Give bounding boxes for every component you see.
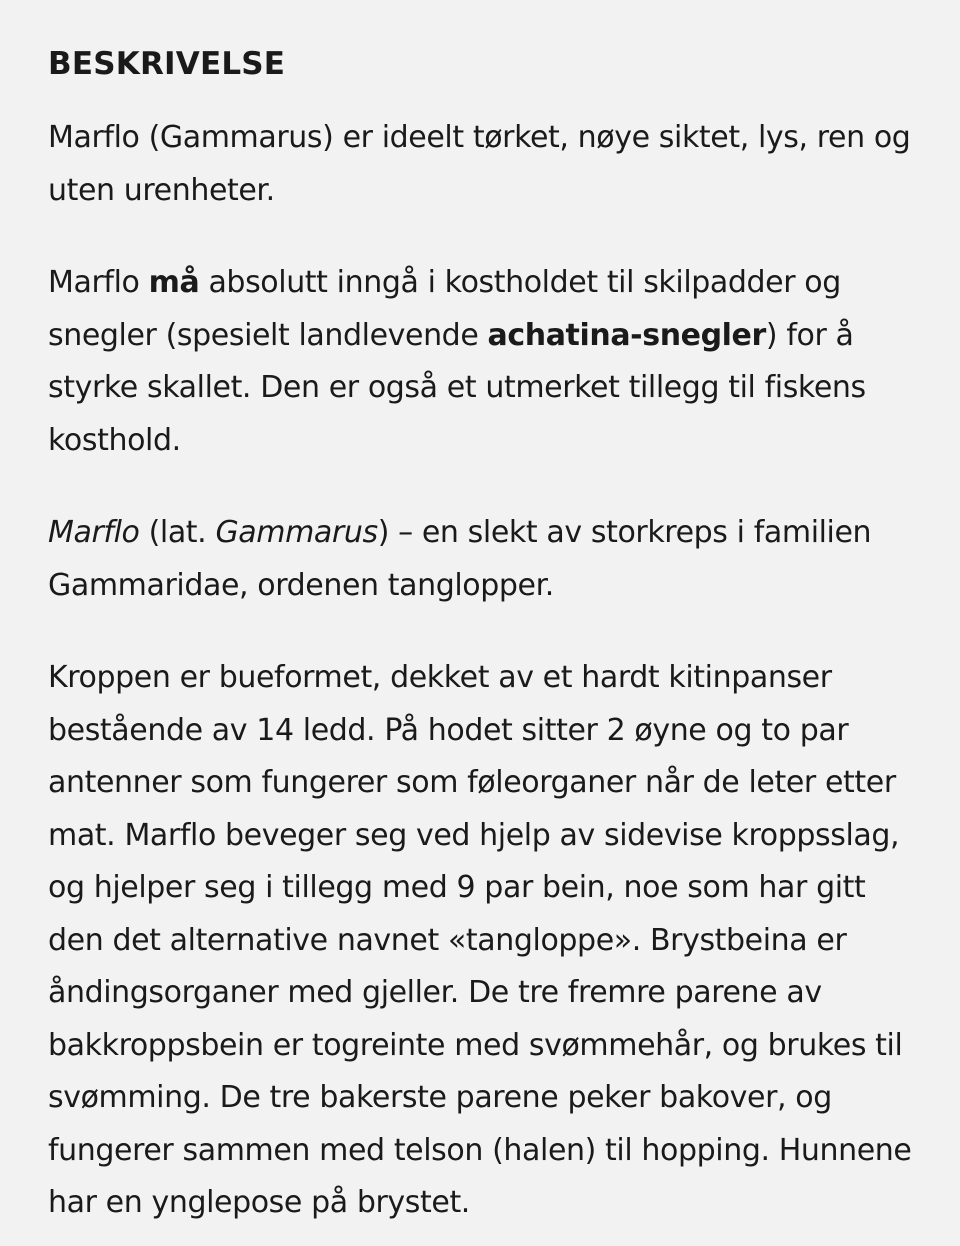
paragraph-anatomy-text: Kroppen er bueformet, dekket av et hardt kitinpanser bestående av 14 ledd. På hodet sitter 2 øyne og to par antenner som fungerer som føleorganer når de leter etter mat. Marflo beveger seg ved hjelp av sidevise kroppsslag, og hjelper seg i tillegg med 9 par bein, noe som har gitt den det alternative navnet «tangloppe». Brystbeina er åndingsorganer med gjeller. De tre fremre parene av bakkroppsbein er togreinte med svømmehår, og brukes til svømming. De tre bakerste parene peker bakover, og fungerer sammen med telson (halen) til hopping. Hunnene har en ynglepose på brystet.: [48, 660, 912, 1221]
diet-text-2: absolutt inngå i kostholdet til skilpadder og snegler (spesielt landlevende: [48, 265, 841, 353]
taxonomy-name-italic: Marflo: [48, 515, 140, 551]
diet-emphasis-ma: må: [148, 265, 200, 301]
paragraph-diet: [48, 257, 920, 467]
taxonomy-latin-italic: Gammarus: [215, 515, 378, 551]
paragraph-intro-text: Marflo (Gammarus) er ideelt tørket, nøye siktet, lys, ren og uten urenheter.: [48, 120, 911, 208]
diet-text-3: ) for å styrke skallet. Den er også et utmerket tillegg til fiskens kosthold.: [48, 317, 866, 458]
taxonomy-text-1: (lat.: [139, 515, 216, 551]
paragraph-anatomy: [48, 652, 920, 1230]
taxonomy-text-2: ) – en slekt av storkreps i familien Gammaridae, ordenen tanglopper.: [48, 515, 872, 603]
diet-emphasis-achatina: achatina-snegler: [487, 317, 766, 353]
diet-text-1: Marflo: [48, 265, 149, 301]
section-heading: BESKRIVELSE: [48, 46, 286, 82]
paragraph-intro: [48, 112, 920, 217]
paragraph-taxonomy: [48, 507, 920, 612]
